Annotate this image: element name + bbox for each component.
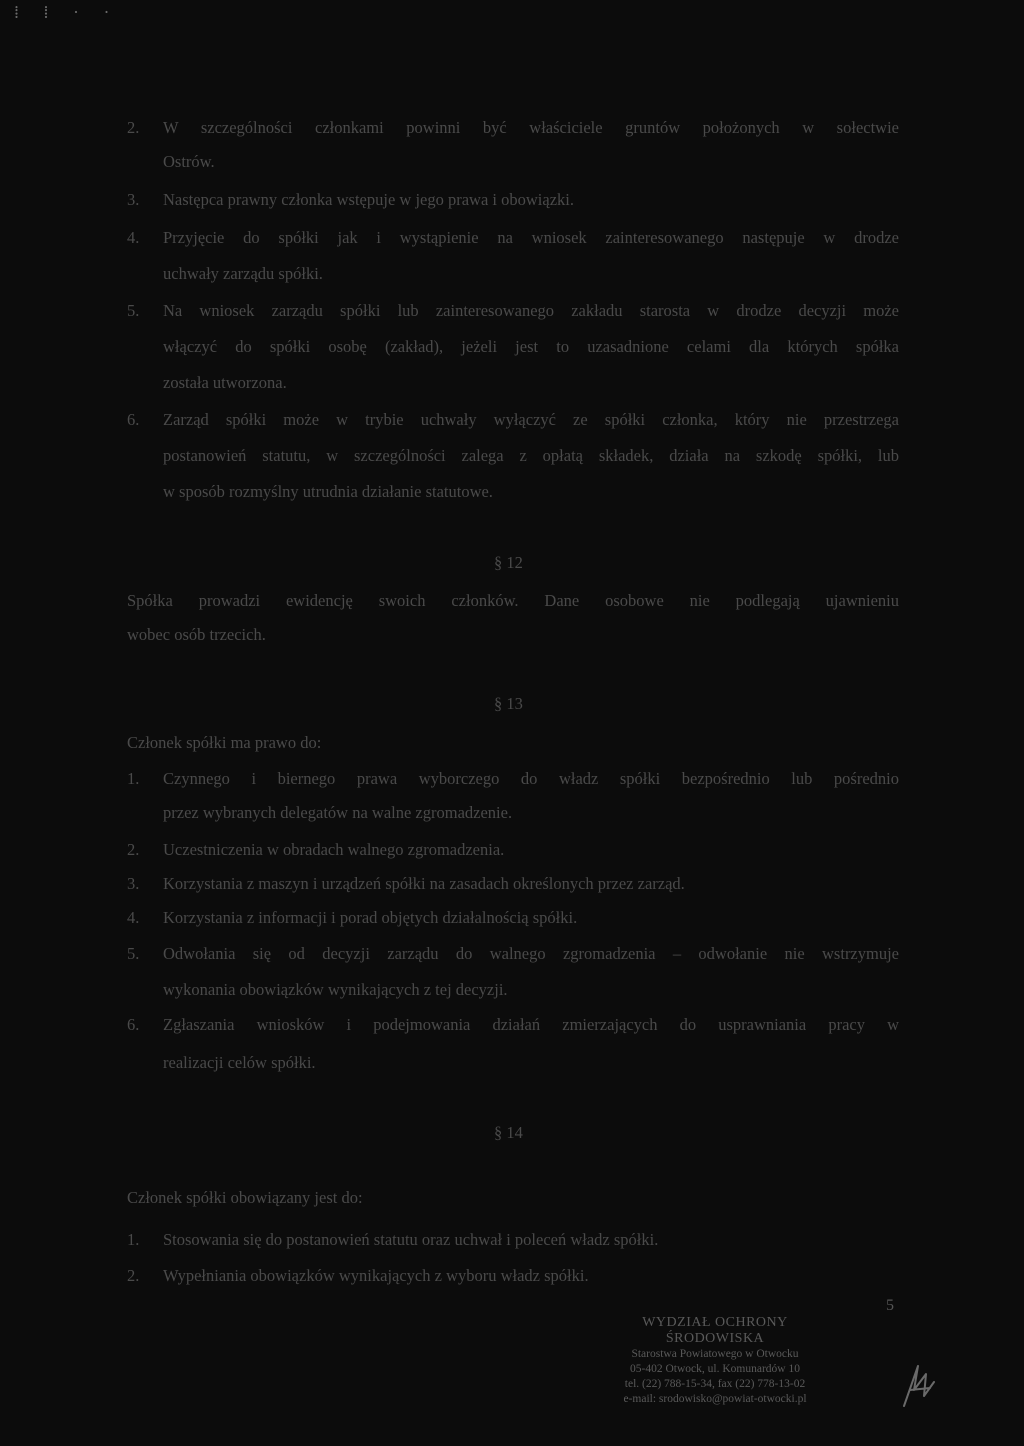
section-13-item-1-line-2: przez wybranych delegatów na walne zgromadzenie. xyxy=(163,803,513,822)
section-13-item-3: 3. Korzystania z maszyn i urządzeń spółki na zasadach określonych przez zarząd. xyxy=(127,874,685,893)
list-item-5-line-2: włączyć do spółki osobę (zakład), jeżeli jest to uzasadnione celami dla których spółka xyxy=(163,337,899,356)
list-item-3: 3. Następca prawny członka wstępuje w jego prawa i obowiązki. xyxy=(127,190,574,209)
signature-icon xyxy=(900,1360,938,1410)
list-item-4-line-2: uchwały zarządu spółki. xyxy=(163,264,323,283)
page-number: 5 xyxy=(886,1297,894,1314)
list-item-6-line-2: postanowień statutu, w szczególności zalega z opłatą składek, działa na szkodę spółki, lub xyxy=(163,446,899,465)
section-13-item-6-line-1: 6. Zgłaszania wniosków i podejmowania działań zmierzających do usprawniania pracy w xyxy=(127,1015,899,1034)
list-item-5-line-1: 5. Na wniosek zarządu spółki lub zainteresowanego zakładu starosta w drodze decyzji może xyxy=(127,301,899,320)
stamp-line-5: tel. (22) 788-15-34, fax (22) 778-13-02 xyxy=(624,1378,806,1390)
section-13-heading: § 13 xyxy=(494,694,523,713)
section-14-intro: Członek spółki obowiązany jest do: xyxy=(127,1188,363,1207)
section-14-item-1: 1. Stosowania się do postanowień statutu oraz uchwał i poleceń władz spółki. xyxy=(127,1230,659,1249)
list-item-2-line-2: Ostrów. xyxy=(163,152,215,171)
section-13-item-4: 4. Korzystania z informacji i porad objętych działalnością spółki. xyxy=(127,908,578,927)
corner-marks: ⁞ ⁞ · · xyxy=(14,2,120,22)
section-12-line-1: Spółka prowadzi ewidencję swoich członków. Dane osobowe nie podlegają ujawnieniu xyxy=(127,591,899,610)
list-item-5-line-3: została utworzona. xyxy=(163,373,287,392)
section-13-item-2: 2. Uczestniczenia w obradach walnego zgromadzenia. xyxy=(127,840,505,859)
stamp-line-6: e-mail: srodowisko@powiat-otwocki.pl xyxy=(623,1393,807,1405)
office-stamp xyxy=(590,1315,840,1407)
section-13-item-6-line-2: realizacji celów spółki. xyxy=(163,1053,316,1072)
stamp-line-4: 05-402 Otwock, ul. Komunardów 10 xyxy=(630,1363,800,1375)
stamp-line-1: WYDZIAŁ OCHRONY xyxy=(642,1315,788,1330)
section-12-line-2: wobec osób trzecich. xyxy=(127,625,266,644)
section-13-item-5-line-1: 5. Odwołania się od decyzji zarządu do walnego zgromadzenia – odwołanie nie wstrzymuje xyxy=(127,944,899,963)
section-13-item-1-line-1: 1. Czynnego i biernego prawa wyborczego do władz spółki bezpośrednio lub pośrednio xyxy=(127,769,899,788)
list-item-2-line-1: 2. W szczególności członkami powinni być właściciele gruntów położonych w sołectwie xyxy=(127,118,899,137)
section-13-intro: Członek spółki ma prawo do: xyxy=(127,733,322,752)
list-item-6-line-3: w sposób rozmyślny utrudnia działanie statutowe. xyxy=(163,482,493,501)
section-14-item-2: 2. Wypełniania obowiązków wynikających z wyboru władz spółki. xyxy=(127,1266,589,1285)
stamp-line-2: ŚRODOWISKA xyxy=(665,1331,765,1346)
section-13-item-5-line-2: wykonania obowiązków wynikających z tej decyzji. xyxy=(163,980,508,999)
list-item-6-line-1: 6. Zarząd spółki może w trybie uchwały wyłączyć ze spółki członka, który nie przestrzega xyxy=(127,410,899,429)
section-14-heading: § 14 xyxy=(494,1123,523,1142)
stamp-line-3: Starostwa Powiatowego w Otwocku xyxy=(631,1348,799,1360)
list-item-4-line-1: 4. Przyjęcie do spółki jak i wystąpienie na wniosek zainteresowanego następuje w drodze xyxy=(127,228,899,247)
section-12-heading: § 12 xyxy=(494,553,523,572)
